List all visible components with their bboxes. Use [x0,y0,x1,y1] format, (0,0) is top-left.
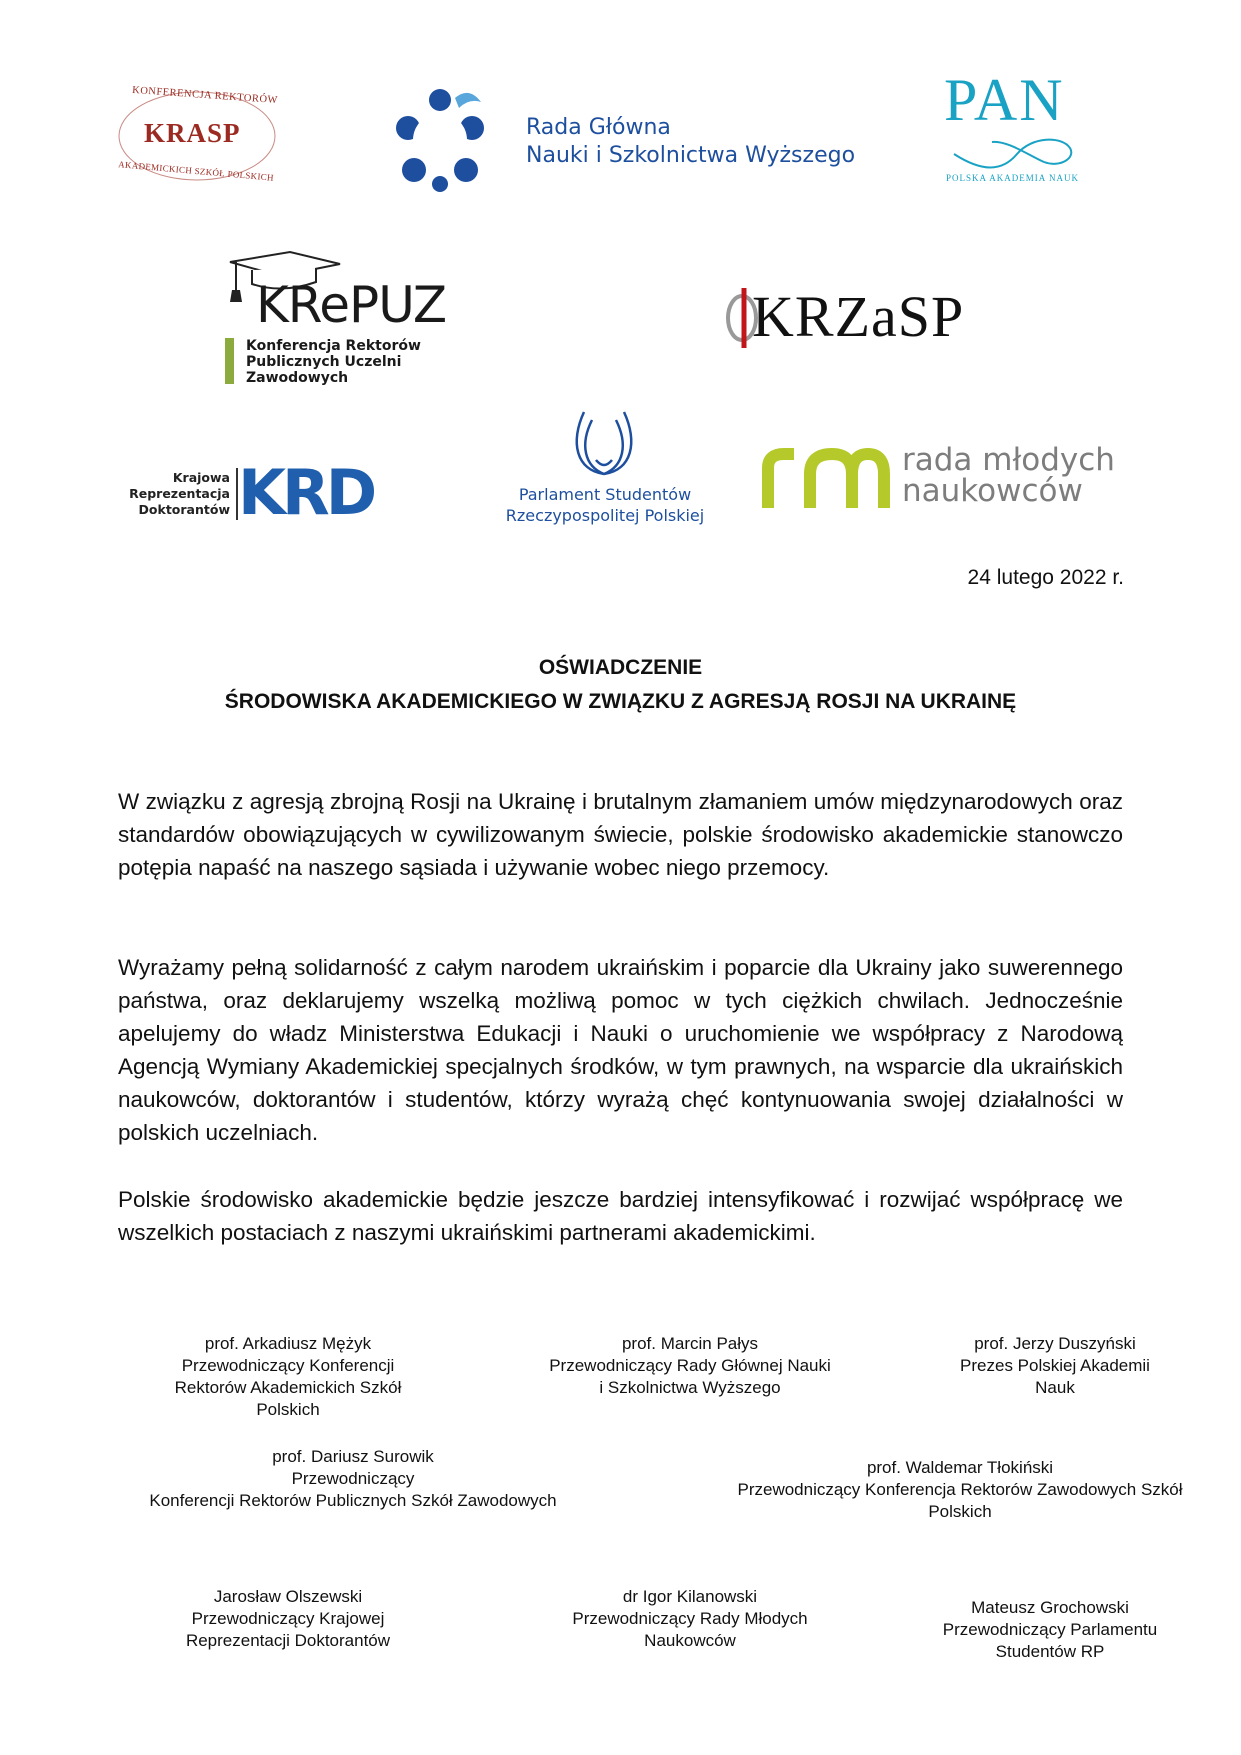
signature-surowik [118,1446,588,1512]
signature-line: Jarosław Olszewski [213,1587,363,1606]
krd-name: KRD [238,456,374,529]
paragraph-3: Polskie środowisko akademickie będzie jeszcze bardziej intensyfikować i rozwijać współpracę we wszelkich postaciach z naszymi ukraińskimi partnerami akademickimi. [118,1187,1123,1245]
signature-line: Przewodniczący Krajowej [191,1609,385,1628]
signature-line: Przewodniczący Rady Młodych [572,1609,808,1628]
signature-line: prof. Dariusz Surowik [272,1447,434,1466]
signature-duszynski [920,1333,1190,1399]
krepuz-logo [222,250,452,386]
signature-line: Przewodniczący Parlamentu [942,1620,1158,1639]
paragraph-1: W związku z agresją zbrojną Rosji na Ukrainę i brutalnym złamaniem umów międzynarodowych oraz standardów obowiązujących w cywilizowanym świecie, polskie środowisko akademickie stanowczo potępia napaść na naszego sąsiada i używanie wobec niego przemocy. [118,789,1123,880]
krd-line1: Krajowa [172,470,230,485]
document-heading [0,651,1241,719]
krepuz-side-bar [225,338,234,384]
psrp-wings-icon [566,408,642,478]
krasp-arc-bottom: AKADEMICKICH SZKÓŁ POLSKICH [117,159,275,183]
heading-line1: OŚWIADCZENIE [538,656,703,679]
pan-subtitle: POLSKA AKADEMIA NAUK [946,173,1080,183]
signature-mezyk [118,1333,458,1421]
krepuz-name: KRePUZ [256,276,447,334]
rgnisw-line2: Nauki i Szkolnictwa Wyższego [526,143,856,168]
krasp-arc-top: KONFERENCJA REKTORÓW [131,84,279,107]
rmn-line1: rada młodych [902,442,1115,478]
paragraph-2: Wyrażamy pełną solidarność z całym narodem ukraińskim i poparcie dla Ukrainy jako suwerennego państwa, oraz deklarujemy wszelką możliwą pomoc w tych ciężkich chwilach. Jednocześnie apelujemy do władz Ministerstwa Edukacji i Nauki o uruchomienie we współpracy z Narodową Agencją Wymiany Akademickiej specjalnych środków, w tym prawnych, na wsparcie dla ukraińskich naukowców, doktorantów i studentów, którzy wyrażą chęć kontynuowania swojej działalności w polskich uczelniach. [118,955,1123,1145]
document-date: 24 lutego 2022 r. [967,566,1124,589]
signature-line: prof. Arkadiusz Mężyk [204,1334,372,1353]
krd-line2: Reprezentacja [129,486,230,501]
signature-kilanowski [530,1586,850,1652]
krepuz-line1: Konferencja Rektorów [246,338,421,354]
signature-line: dr Igor Kilanowski [622,1587,758,1606]
krd-line3: Doktorantów [138,502,230,517]
signature-line: Przewodniczący Konferencja Rektorów Zawodowych Szkół [737,1480,1183,1499]
signature-line: i Szkolnictwa Wyższego [599,1378,781,1397]
rmn-rm-icon [760,446,890,508]
heading-line2: ŚRODOWISKA AKADEMICKIEGO W ZWIĄZKU Z AGRESJĄ ROSJI NA UKRAINĘ [224,690,1017,713]
psrp-line2: Rzeczypospolitej Polskiej [505,506,705,525]
signature-line: Rektorów Akademickich Szkół [174,1378,402,1397]
signature-line: Reprezentacji Doktorantów [185,1631,391,1650]
signature-line: Polskich [928,1502,992,1521]
signature-line: prof. Jerzy Duszyński [974,1334,1136,1353]
signature-line: Konferencji Rektorów Publicznych Szkół Zawodowych [149,1491,557,1510]
rgnisw-line1: Rada Główna [526,115,671,140]
signature-grochowski [900,1597,1200,1663]
rmn-logo [760,444,1140,514]
signature-line: Nauk [1035,1378,1075,1397]
krzasp-name: KRZaSP [752,284,965,349]
signature-line: Przewodniczący [291,1469,415,1488]
krd-logo [124,456,400,529]
signature-line: Przewodniczący Konferencji [181,1356,395,1375]
signature-line: prof. Marcin Pałys [621,1334,759,1353]
krzasp-logo [724,284,965,354]
signature-palys [510,1333,870,1399]
signature-line: Przewodniczący Rady Głównej Nauki [549,1356,831,1375]
signature-olszewski [118,1586,458,1652]
signature-line: Naukowców [644,1631,736,1650]
signature-tlokinski [700,1457,1220,1523]
krasp-logo [112,86,282,186]
signature-line: Prezes Polskiej Akademii [960,1356,1150,1375]
rmn-line2: naukowców [902,473,1083,509]
krasp-name: KRASP [144,118,241,148]
pan-logo [944,67,1089,188]
rgnisw-logo [390,88,870,192]
signature-line: Polskich [256,1400,320,1419]
signature-line: prof. Waldemar Tłokiński [866,1458,1054,1477]
pan-name: PAN [944,67,1065,133]
pan-infinity-icon [952,132,1082,172]
psrp-logo [500,408,710,528]
psrp-line1: Parlament Studentów [518,485,692,504]
krepuz-line3: Zawodowych [246,370,349,386]
signature-line: Mateusz Grochowski [971,1598,1129,1617]
krepuz-line2: Publicznych Uczelni [246,354,402,370]
rgnisw-flower-icon [390,88,490,192]
signature-line: Studentów RP [995,1642,1105,1661]
